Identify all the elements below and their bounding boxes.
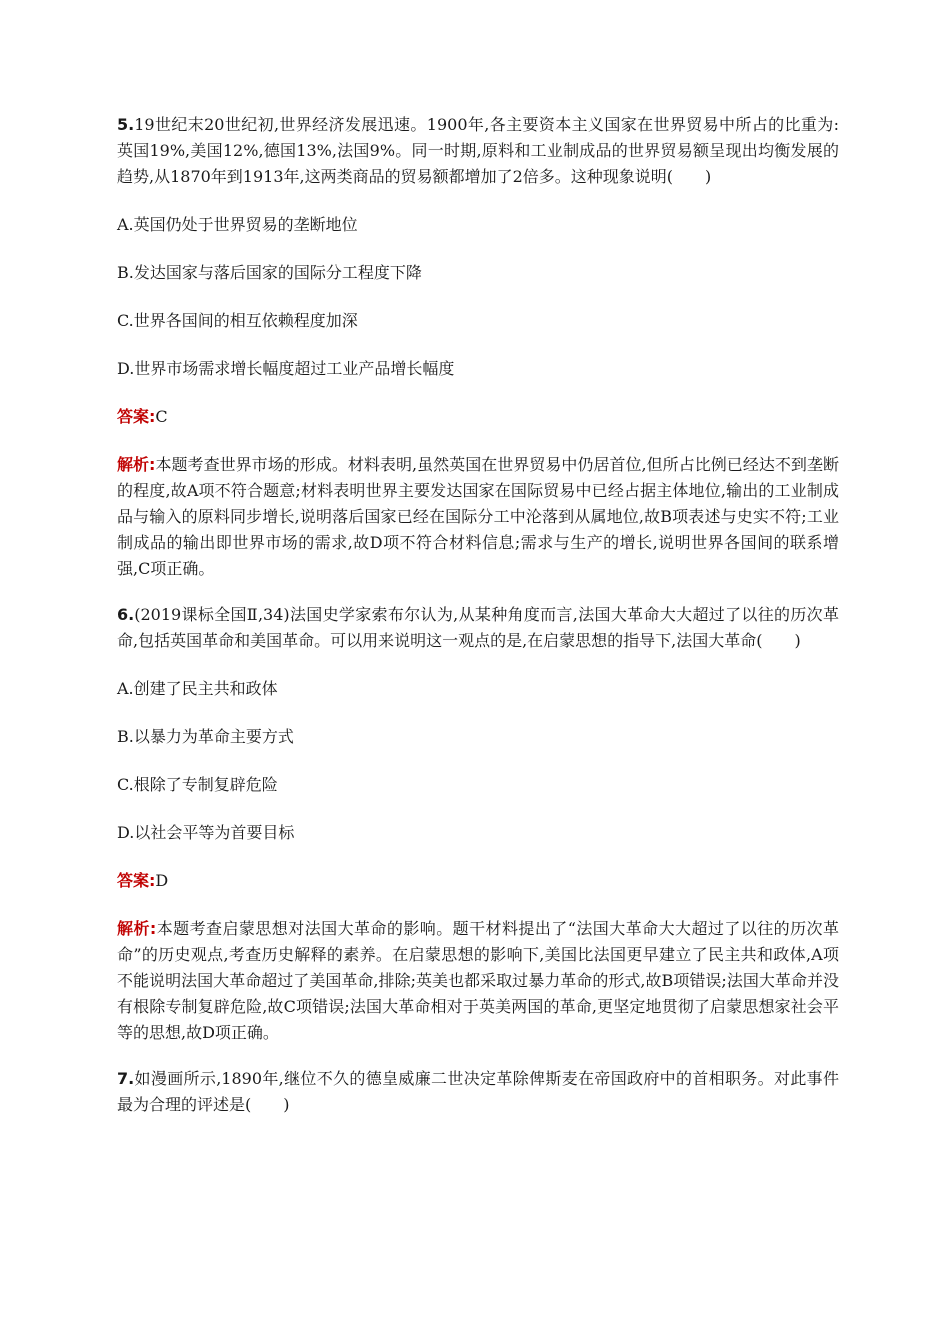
question-5-option-c: C.世界各国间的相互依赖程度加深	[117, 311, 358, 330]
answer-label: 答案:	[117, 871, 156, 890]
question-5-answer	[117, 404, 839, 430]
analysis-label: 解析:	[117, 919, 157, 938]
question-5-option-a: A.英国仍处于世界贸易的垄断地位	[117, 215, 358, 234]
document-page	[117, 112, 839, 1140]
answer-value: D	[155, 871, 169, 890]
question-6-option-c: C.根除了专制复辟危险	[117, 775, 278, 794]
question-6-analysis	[117, 916, 839, 1046]
question-5-stem	[117, 112, 839, 190]
question-5-option-d: D.世界市场需求增长幅度超过工业产品增长幅度	[117, 359, 455, 378]
analysis-label: 解析:	[117, 455, 156, 474]
question-5-number: 5.	[117, 115, 135, 134]
question-6-text: (2019课标全国Ⅱ,34)法国史学家索布尔认为,从某种角度而言,法国大革命大大超过了以往的历次革命,包括英国革命和美国革命。可以用来说明这一观点的是,在启蒙思想的指导下,法国大革命( )	[117, 605, 839, 650]
question-5-option-b: B.发达国家与落后国家的国际分工程度下降	[117, 263, 422, 282]
question-6-number: 6.	[117, 605, 135, 624]
answer-label: 答案:	[117, 407, 156, 426]
question-7-text: 如漫画所示,1890年,继位不久的德皇威廉二世决定革除俾斯麦在帝国政府中的首相职务。对此事件最为合理的评述是( )	[117, 1069, 839, 1114]
question-6-option-d: D.以社会平等为首要目标	[117, 823, 295, 842]
question-6-option-a: A.创建了民主共和政体	[117, 679, 278, 698]
question-6-stem	[117, 602, 839, 654]
question-6-option-b: B.以暴力为革命主要方式	[117, 727, 294, 746]
question-5-analysis	[117, 452, 839, 582]
analysis-text: 本题考查世界市场的形成。材料表明,虽然英国在世界贸易中仍居首位,但所占比例已经达不到垄断的程度,故A项不符合题意;材料表明世界主要发达国家在国际贸易中已经占据主体地位,输出的工业制成品与输入的原料同步增长,说明落后国家已经在国际分工中沦落到从属地位,故B项表述与史实不符;工业制成品的输出即世界市场的需求,故D项不符合材料信息;需求与生产的增长,说明世界各国间的联系增强,C项正确。	[117, 455, 839, 578]
analysis-text: 本题考查启蒙思想对法国大革命的影响。题干材料提出了“法国大革命大大超过了以往的历次革命”的历史观点,考查历史解释的素养。在启蒙思想的影响下,美国比法国更早建立了民主共和政体,A项不能说明法国大革命超过了美国革命,排除;英美也都采取过暴力革命的形式,故B项错误;法国大革命并没有根除专制复辟危险,故C项错误;法国大革命相对于英美两国的革命,更坚定地贯彻了启蒙思想家社会平等的思想,故D项正确。	[117, 919, 839, 1042]
question-5-text: 19世纪末20世纪初,世界经济发展迅速。1900年,各主要资本主义国家在世界贸易中所占的比重为:英国19%,美国12%,德国13%,法国9%。同一时期,原料和工业制成品的世界贸易额呈现出均衡发展的趋势,从1870年到1913年,这两类商品的贸易额都增加了2倍多。这种现象说明( )	[117, 115, 839, 186]
question-7-number: 7.	[117, 1069, 135, 1088]
question-7-stem	[117, 1066, 839, 1118]
answer-value: C	[155, 407, 168, 426]
question-6-answer	[117, 868, 839, 894]
